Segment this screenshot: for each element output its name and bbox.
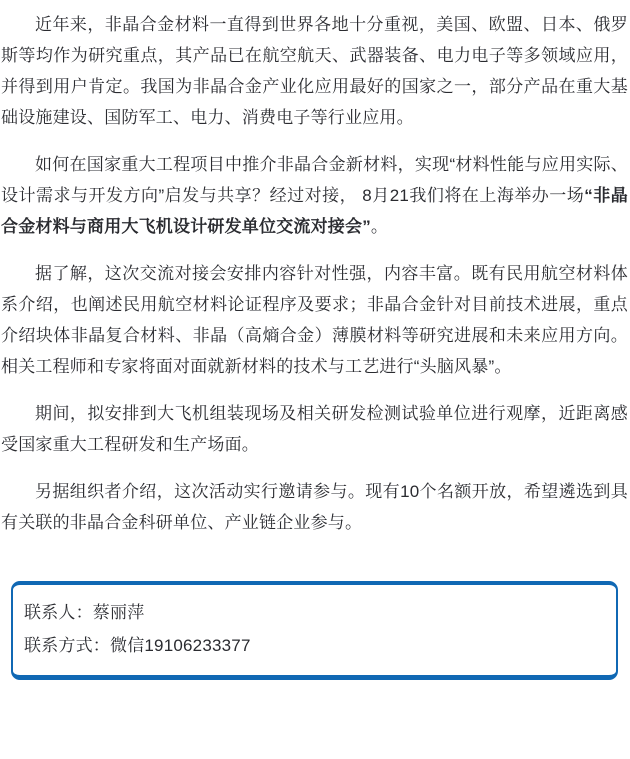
- paragraph-agenda: 据了解，这次交流对接会安排内容针对性强，内容丰富。既有民用航空材料体系介绍，也阐述民用航空材料论证程序及要求；非晶合金针对目前技术进展，重点介绍块体非晶复合材料、非晶（高熵合金）薄膜材料等研究进展和未来应用方向。相关工程师和专家将面对面就新材料的技术与工艺进行“头脑风暴”。: [1, 264, 628, 376]
- contact-box: [11, 581, 618, 680]
- event-title-bold: “非晶合金材料与商用大飞机设计研发单位交流对接会”: [1, 186, 628, 236]
- paragraph-event-text-before: 如何在国家重大工程项目中推介非晶合金新材料，实现“材料性能与应用实际、设计需求与开发方向”启发与共享？经过对接， 8月21我们将在上海举办一场: [1, 155, 628, 205]
- contact-method: 联系方式：微信19106233377: [24, 636, 251, 655]
- paragraph-participation: 另据组织者介绍，这次活动实行邀请参与。现有10个名额开放，希望遴选到具有关联的非晶合金科研单位、产业链企业参与。: [1, 482, 628, 532]
- contact-person: 联系人：蔡丽萍: [24, 603, 145, 622]
- paragraph-site-visit: 期间，拟安排到大飞机组装现场及相关研发检测试验单位进行观摩，近距离感受国家重大工程研发和生产场面。: [1, 404, 628, 454]
- paragraph-overview: 近年来，非晶合金材料一直得到世界各地十分重视，美国、欧盟、日本、俄罗斯等均作为研究重点，其产品已在航空航天、武器装备、电力电子等多领域应用，并得到用户肯定。我国为非晶合金产业化应用最好的国家之一，部分产品在重大基础设施建设、国防军工、电力、消费电子等行业应用。: [1, 15, 628, 127]
- paragraph-event-announcement: [1, 149, 628, 242]
- paragraph-event-text-after: 。: [370, 217, 389, 236]
